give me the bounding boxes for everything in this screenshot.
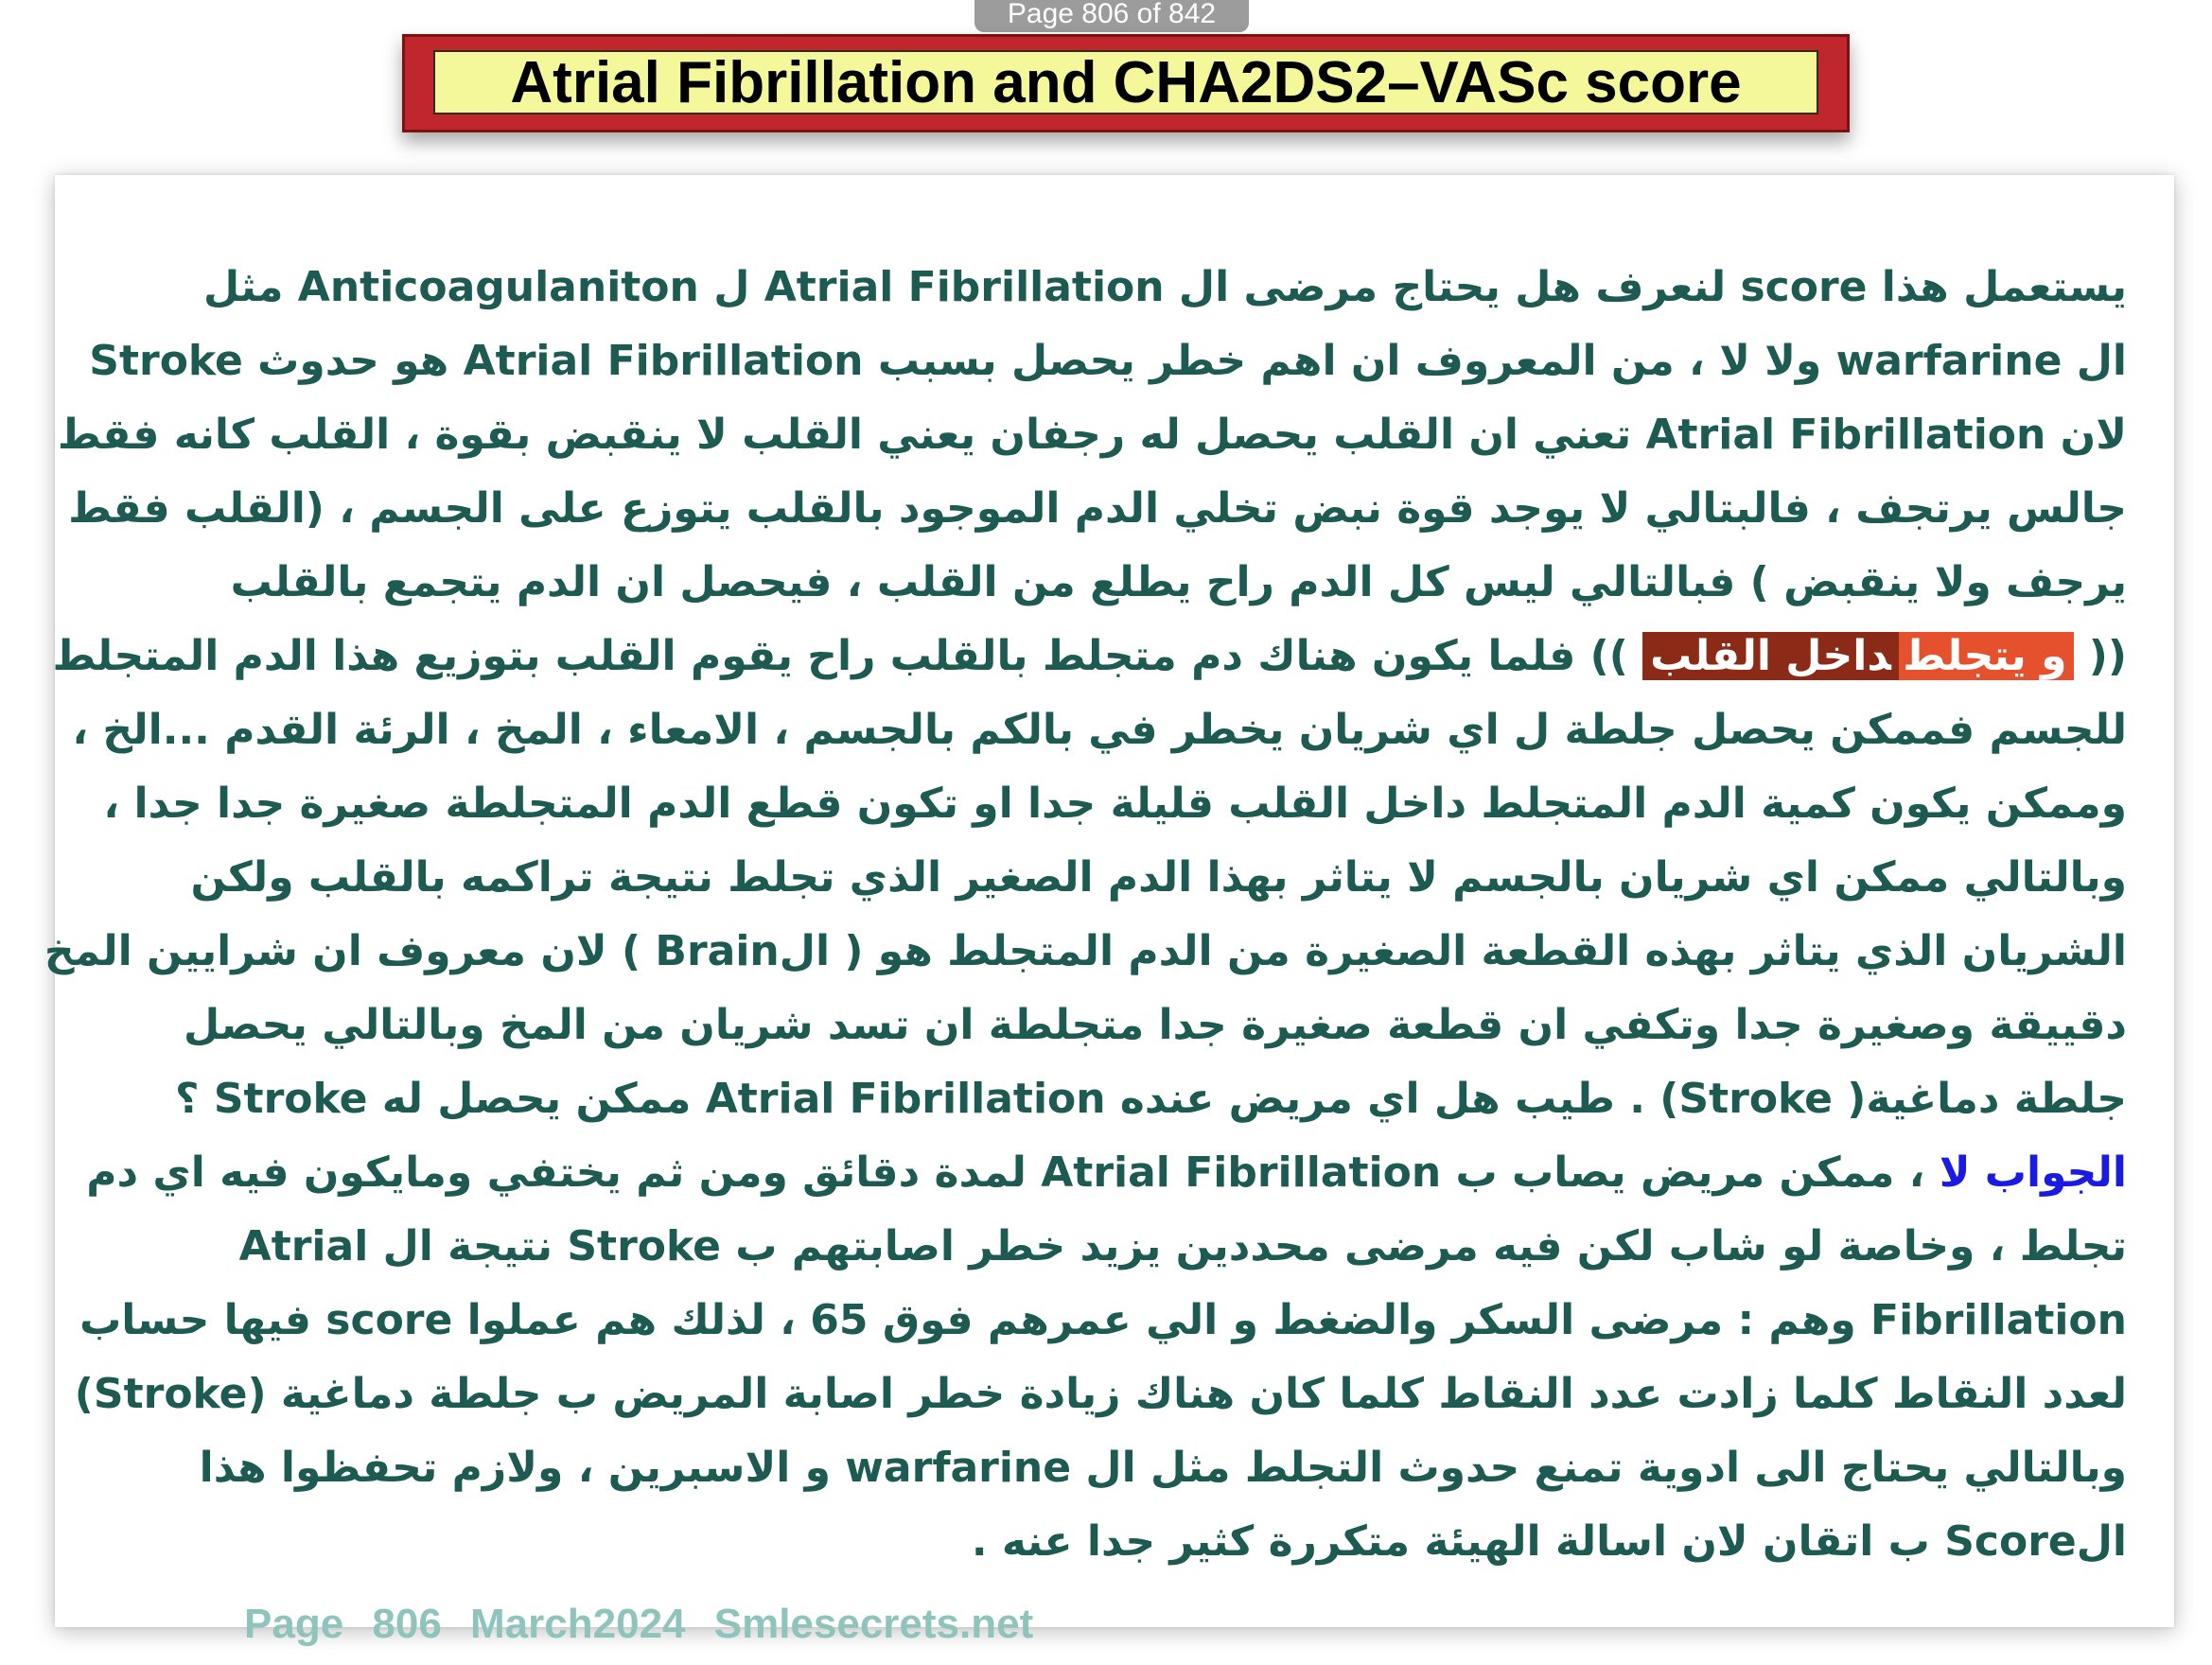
text-line-11: دقييقة وصغيرة جدا وتكفي ان قطعة صغيرة جدا متجلطة ان تسد شريان من المخ وبالتالي يحصل (184, 1001, 2127, 1049)
title-banner (402, 34, 1850, 132)
page-title: Atrial Fibrillation and CHA2DS2–VASc score (510, 49, 1742, 115)
text-line-17: وبالتالي يحتاج الى ادوية تمنع حدوث التجلط مثل ال warfarine و الاسبرين ، ولازم تحفظوا هذا (199, 1444, 2127, 1492)
text-line-6-rest: )) فلما يكون هناك دم متجلط بالقلب راح يقوم القلب بتوزيع هذا الدم المتجلط (52, 632, 1628, 680)
text-line-6-open: (( (2088, 632, 2127, 680)
text-line-14: تجلط ، وخاصة لو شاب لكن فيه مرضى محددين يزيد خطر اصابتهم ب Stroke نتيجة ال Atrial (238, 1222, 2127, 1271)
text-line-6 (52, 620, 2127, 693)
title-label-box (433, 50, 1818, 114)
text-line-7: للجسم فممكن يحصل جلطة ل اي شريان يخطر في بالكم بالجسم ، الامعاء ، المخ ، الرئة القدم ...الخ ، (72, 706, 2127, 754)
answer-label: الجواب لا (1939, 1148, 2127, 1197)
highlight-clots: و يتجلط (1899, 632, 2075, 680)
text-line-9: وبالتالي ممكن اي شريان بالجسم لا يتاثر بهذا الدم الصغير الذي تجلط نتيجة تراكمه بالقلب ولكن (190, 853, 2127, 902)
text-line-5: يرجف ولا ينقبض ) فبالتالي ليس كل الدم راح يطلع من القلب ، فيحصل ان الدم يتجمع بالقلب (230, 558, 2127, 606)
text-line-3: لان Atrial Fibrillation تعني ان القلب يحصل له رجفان يعني القلب لا ينقبض بقوة ، القلب كانه فقط (57, 411, 2127, 459)
text-line-12: جلطة دماغية( Stroke) . طيب هل اي مريض عنده Atrial Fibrillation ممكن يحصل له Stroke ؟ (175, 1075, 2127, 1123)
body-paragraph (44, 251, 2174, 1579)
text-line-13 (83, 1136, 2127, 1210)
text-line-8: وممكن يكون كمية الدم المتجلط داخل القلب قليلة جدا او تكون قطع الدم المتجلطة صغيرة جدا جدا ، (103, 780, 2127, 828)
text-line-4: جالس يرتجف ، فالبتالي لا يوجد قوة نبض تخلي الدم الموجود بالقلب يتوزع على الجسم ، (القلب فقط (68, 484, 2127, 533)
highlight-inside-heart: داخل القلب (1642, 632, 1899, 680)
text-line-1: يستعمل هذا score لنعرف هل يحتاج مرضى ال Atrial Fibrillation ل Anticoagulaniton مثل (202, 263, 2127, 311)
text-line-2: ال warfarine ولا لا ، من المعروف ان اهم خطر يحصل بسبب Atrial Fibrillation هو حدوث Stroke (89, 337, 2127, 385)
text-line-10: الشريان الذي يتاثر بهذه القطعة الصغيرة من الدم المتجلط هو ( الBrain ) لان معروف ان شرايين المخ (44, 927, 2127, 975)
page-indicator: Page 806 of 842 (974, 0, 1249, 32)
text-line-15: Fibrillation وهم : مرضى السكر والضغط و الي عمرهم فوق 65 ، لذلك هم عملوا score فيها حساب (79, 1296, 2127, 1344)
text-line-18: الScore ب اتقان لان اسالة الهيئة متكررة كثير جدا عنه . (971, 1517, 2127, 1566)
text-line-13-rest: ، ممكن مريض يصاب ب Atrial Fibrillation لمدة دقائق ومن ثم يختفي ومايكون فيه اي دم (86, 1148, 1925, 1197)
content-card (44, 175, 2174, 1627)
page-footer: Page 806 March2024 Smlesecrets.net (244, 1601, 1034, 1647)
text-line-16: لعدد النقاط كلما زادت عدد النقاط كلما كان هناك زيادة خطر اصابة المريض ب جلطة دماغية (Stroke) (74, 1370, 2127, 1418)
